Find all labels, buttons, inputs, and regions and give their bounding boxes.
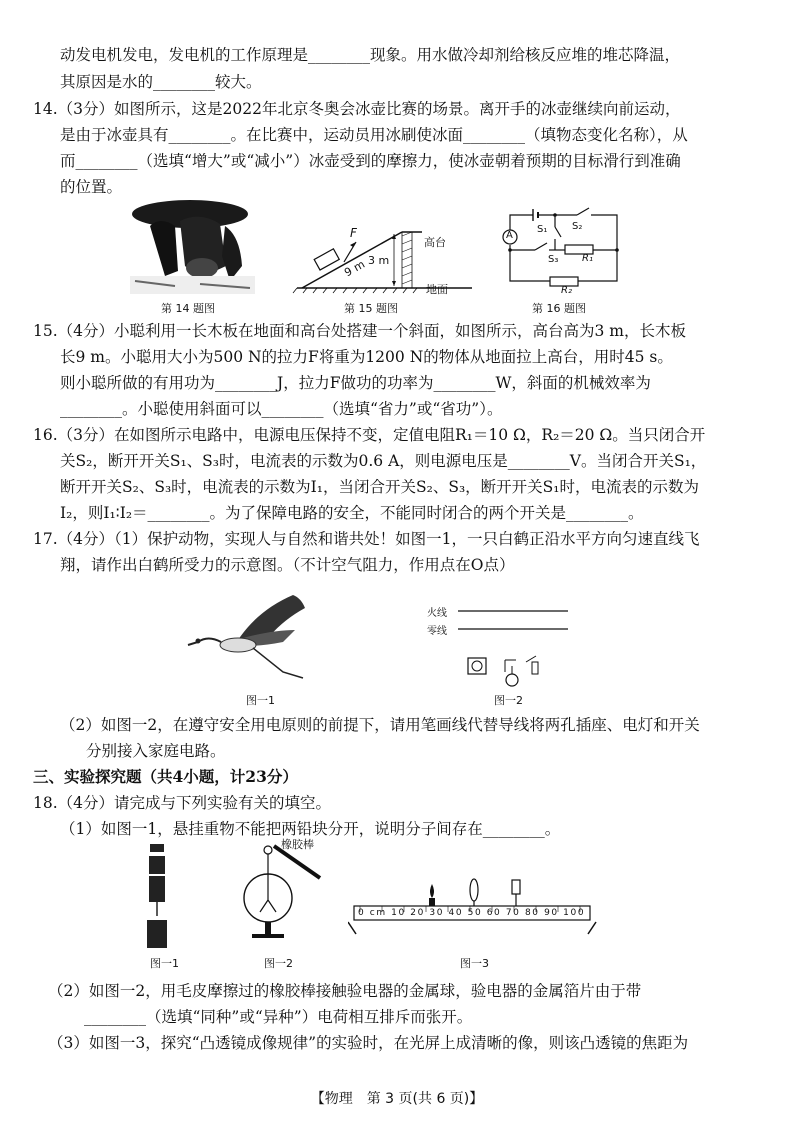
s2-label: S₂ (572, 221, 583, 232)
text-line: 断开开关S₂、S₃时，电流表的示数为I₁，当闭合开关S₂、S₃，断开开关S₁时，电流表的示数为 (60, 478, 699, 496)
fig15-caption: 第 15 题图 (344, 302, 398, 315)
rubber-rod-label: 橡胶棒 (281, 838, 314, 851)
platform-label: 高台 (424, 236, 446, 249)
text-line: （3）如图一3，探究“凸透镜成像规律”的实验时，在光屏上成清晰的像，则该凸透镜的焦距为 (48, 1034, 689, 1052)
question-16-line: 16.（3分）在如图所示电路中，电源电压保持不变，定值电阻R₁＝10 Ω，R₂＝20 Ω。当只闭合开 (33, 426, 706, 444)
s3-label: S₃ (548, 254, 559, 265)
fig18-2-caption: 图一2 (264, 957, 293, 970)
r1-label: R₁ (582, 253, 593, 264)
text-line: 关S₂，断开开关S₁、S₃时，电流表的示数为0.6 A，则电源电压是________V。当闭合开关S₁， (60, 452, 707, 470)
lead-blocks-figure (142, 844, 172, 950)
text-line: 其原因是水的________较大。 (60, 73, 262, 91)
text-line: （1）如图一1，悬挂重物不能把两铅块分开，说明分子间存在________。 (60, 820, 561, 838)
text-line: 是由于冰壶具有________。在比赛中，运动员用冰刷使冰面________（填物态变化名称），从 (60, 126, 688, 144)
text-line: ________。小聪使用斜面可以________（选填“省力”或“省功”）。 (60, 400, 503, 418)
electroscope-figure (238, 842, 328, 946)
question-15-line: 15.（4分）小聪利用一长木板在地面和高台处搭建一个斜面，如图所示，高台高为3 m，长木板 (33, 322, 687, 340)
text-line: 长9 m。小聪用大小为500 N的拉力F将重为1200 N的物体从地面拉上高台，用时45 s。 (60, 348, 673, 366)
household-circuit (450, 600, 575, 690)
fig17-1-caption: 图一1 (246, 694, 275, 707)
ruler-scale-label: 0 cm 10 20 30 40 50 60 70 80 90 100 (358, 908, 586, 918)
height-label: 3 m (368, 254, 390, 267)
live-wire-label: 火线 (427, 608, 447, 619)
force-label: F (350, 226, 357, 240)
text-line: I₂，则I₁∶I₂＝________。为了保障电路的安全，不能同时闭合的两个开关是________。 (60, 504, 644, 522)
text-line: ________（选填“同种”或“异种”）电荷相互排斥而张开。 (84, 1008, 473, 1026)
section-heading: 三、实验探究题（共4小题，计23分） (33, 767, 298, 786)
ammeter-label: A (506, 230, 513, 241)
fig17-2-caption: 图一2 (494, 694, 523, 707)
text-line: 的位置。 (60, 178, 123, 196)
circuit-diagram (495, 205, 625, 295)
fig16-caption: 第 16 题图 (532, 302, 586, 315)
s1-label: S₁ (537, 224, 548, 235)
fig18-1-caption: 图一1 (150, 957, 179, 970)
text-line: 则小聪所做的有用功为________J，拉力F做功的功率为________W，斜面的机械效率为 (60, 374, 651, 392)
question-18-line: 18.（4分）请完成与下列实验有关的填空。 (33, 794, 332, 812)
page-footer: 【物理 第 3 页(共 6 页)】 (310, 1091, 484, 1107)
question-17-line: 17.（4分）（1）保护动物，实现人与自然和谐共处！如图一1，一只白鹤正沿水平方向匀速直线飞 (33, 530, 700, 548)
ground-label: 地面 (426, 283, 448, 296)
question-14-line: 14.（3分）如图所示，这是2022年北京冬奥会冰壶比赛的场景。离开手的冰壶继续向前运动， (33, 100, 681, 118)
r2-label: R₂ (561, 285, 572, 296)
text-line: （2）如图一2，用毛皮摩擦过的橡胶棒接触验电器的金属球，验电器的金属箔片由于带 (48, 982, 642, 1000)
curling-photo (130, 196, 255, 294)
fig14-caption: 第 14 题图 (161, 302, 215, 315)
text-line: （2）如图一2，在遵守安全用电原则的前提下，请用笔画线代替导线将两孔插座、电灯和开关 (60, 716, 700, 734)
slope-length-label: 9 m (342, 257, 368, 280)
neutral-wire-label: 零线 (427, 626, 447, 637)
crane-figure (183, 590, 323, 690)
text-line: 动发电机发电，发电机的工作原理是________现象。用水做冷却剂给核反应堆的堆芯降温， (60, 46, 681, 64)
text-line: 分别接入家庭电路。 (86, 742, 226, 760)
text-line: 翔，请作出白鹤所受力的示意图。（不计空气阻力，作用点在O点） (60, 556, 515, 574)
fig18-3-caption: 图一3 (460, 957, 489, 970)
text-line: 而________（选填“增大”或“减小”）冰壶受到的摩擦力，使冰壶朝着预期的目标滑行到准确 (60, 152, 681, 170)
